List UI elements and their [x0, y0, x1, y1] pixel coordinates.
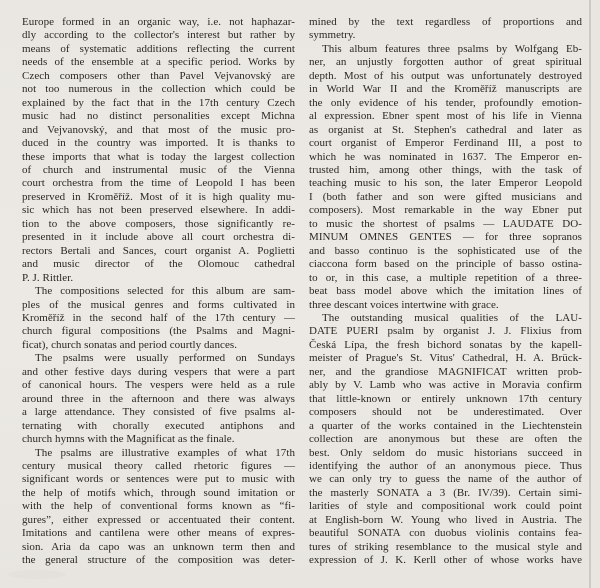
text-line: around three in the afternoon and there was always [22, 392, 295, 405]
text-line: ficat), church sonatas and period courtly dances. [22, 338, 238, 351]
text-line: ably by V. Lamb who was active in Moravia confirm [309, 379, 582, 392]
text-line: church hymns with the Magnificat as the finale. [22, 433, 235, 446]
text-line: significant words or sentences were put to music with [22, 473, 295, 486]
text-line: ternating with chorally executed antiphons and [22, 419, 295, 432]
text-line: three descant voices intertwine with grace. [309, 298, 499, 311]
text-line: depth. Most of his output was unfortunately destroyed [309, 69, 582, 82]
text-line: these imports that what is today the largest collection [22, 150, 295, 163]
text-line: a quarter of the works contained in the Liechtenstein [309, 419, 582, 432]
text-line: ples of the musical genres and forms cultivated in [22, 298, 295, 311]
page-right-edge-shadow [589, 0, 591, 588]
text-line: court organist of Emperor Ferdinand III, a post to [309, 137, 582, 150]
text-line: of canonical hours. The vespers were held as a rule [22, 379, 295, 392]
text-line: composers should not be underestimated. Over [309, 406, 582, 419]
text-line: dly according to the collector's interest but rather by [22, 29, 295, 42]
paper-smudge [8, 570, 66, 579]
text-line: al expression. Ebner spent most of his life in Vienna [309, 110, 582, 123]
text-line: teaching music to his son, the later Emperor Leopold [309, 177, 582, 190]
text-line: duced in the country was imported. It is thanks to [22, 137, 295, 150]
text-line: sion. Aria da capo was an unknown term then and [22, 540, 295, 553]
text-line: The psalms are illustrative examples of what 17th [35, 446, 295, 459]
text-line: P. J. Rittler. [22, 271, 74, 284]
text-line: court orchestra from the time of Leopold I has been [22, 177, 295, 190]
text-line: meister of Prague's St. Vitus' Cathedral, H. A. Brück- [309, 352, 582, 365]
text-line: The compositions selected for this album are sam- [35, 285, 295, 298]
text-line: to music the shortest of psalms — LAUDATE DO- [309, 217, 582, 230]
text-line: mined by the text regardless of proportions and [309, 16, 582, 28]
text-line: The outstanding musical qualities of the LAU- [322, 311, 582, 324]
text-line: collection are anonymous but these are often the [309, 433, 582, 446]
text-line: tion to the above composers, those significantly re- [22, 217, 295, 230]
text-line: Czech composers other than Pavel Vejvanovský are [22, 69, 295, 82]
text-line: Europe formed in an organic way, i.e. not haphazar- [22, 16, 295, 28]
page-edge-strip [591, 0, 600, 588]
text-line: composers). Most remarkable in the way Ebner put [309, 204, 582, 217]
text-line: church figural compositions (the Psalms and Magni- [22, 325, 295, 338]
text-line: best. Only seldom do music historians succeed in [309, 446, 582, 459]
text-line: and music director of the Olomouc cathedral [22, 258, 295, 271]
text-line: and other festive days during vespers that were a part [22, 365, 295, 378]
text-line: century musical theory called rhetoric figures — [22, 459, 295, 472]
text-line: larities of style and compositional work could point [309, 500, 582, 513]
text-line: expression of J. K. Kerll other of whose works have [309, 554, 582, 567]
text-line: at English-born W. Young who lived in Austria. The [309, 513, 582, 526]
text-line: rectors Bertali and Sances, court organist A. Poglietti [22, 244, 295, 257]
text-line: the help of motifs which, through sound imitation or [22, 486, 295, 499]
text-line: music had no distinct personalities except Michna [22, 110, 295, 123]
text-line: ner, and the grandiose MAGNIFICAT written prob- [309, 365, 582, 378]
text-line: DATE PUERI psalm by organist J. J. Flixius from [309, 325, 582, 338]
text-line: which he was nominated in 1637. The Emperor en- [309, 150, 582, 163]
text-line: not too numerous in the collection which could be [22, 83, 295, 96]
text-line: and Vejvanovský, and that most of the music pro- [22, 123, 295, 136]
text-line: the only evidence of his tender, profoundly emotion- [309, 96, 582, 109]
text-line: with the help of conventional forms known as “fi- [22, 500, 295, 513]
text-line: as organist at St. Stephen's cathedral and later as [309, 123, 582, 136]
text-line: Imitations and cantilena were other means of expres- [22, 527, 295, 540]
text-line: Česká Lípa, the fresh bichord sonatas by the kapell- [309, 338, 582, 351]
text-line: needs of the ensemble at a specific period. Works by [22, 56, 295, 69]
text-line: The psalms were usually performed on Sundays [35, 352, 295, 365]
text-line: trusted him, among other things, with the task of [309, 163, 582, 176]
text-line: beautiful SONATA con duobus violinis contains fea- [309, 527, 582, 540]
text-line: of church and instrumental music of the Vienna [22, 163, 295, 176]
text-line: and basso continuo is the sophisticated use of the [309, 244, 582, 257]
text-line: that little-known or entirely unknown 17th century [309, 392, 582, 405]
text-line: means of systematic additions reflecting the current [22, 42, 295, 55]
text-line: MINUM OMNES GENTES — for three sopranos [309, 231, 582, 244]
text-line: explained by the fact that in the 17th century Czech [22, 96, 295, 109]
text-line: sic which has not been preserved elsewhere. In addi- [22, 204, 295, 217]
text-line: to or, in this case, a multiple repetition of a three- [309, 271, 582, 284]
text-line: presented in it include above all court orchestra di- [22, 231, 295, 244]
text-line: I (both father and son were gifted musicians and [309, 190, 582, 203]
text-line: gures”, either expressed or accentuated their content. [22, 513, 295, 526]
left-text-column [22, 16, 295, 568]
text-line: tures of striking resemblance to the musical style and [309, 540, 582, 553]
text-line: This album features three psalms by Wolfgang Eb- [322, 42, 582, 55]
text-line: preserved in Kroměříž. Most of it is high quality mu- [22, 190, 295, 203]
text-line: beat bass model above which the imitation lines of [309, 285, 582, 298]
text-line: in World War II and the Kroměříž manuscripts are [309, 83, 582, 96]
text-line: we can only try to guess the name of the author of [309, 473, 582, 486]
text-line: ciaccona form based on the principle of basso ostina- [309, 258, 582, 271]
text-line: the masterly SONATA a 3 (Br. IV/39). Certain simi- [309, 486, 582, 499]
text-line: ner, an unjustly forgotten author of great spiritual [309, 56, 582, 69]
text-line: symmetry. [309, 29, 356, 42]
text-line: identifying the author of an anonymous piece. Thus [309, 459, 582, 472]
text-line: a large attendance. They consisted of five psalms al- [22, 406, 295, 419]
right-text-column [309, 16, 582, 568]
text-line: Kroměříž in the second half of the 17th century — [22, 311, 295, 324]
text-line: the general structure of the composition was deter- [22, 554, 295, 567]
